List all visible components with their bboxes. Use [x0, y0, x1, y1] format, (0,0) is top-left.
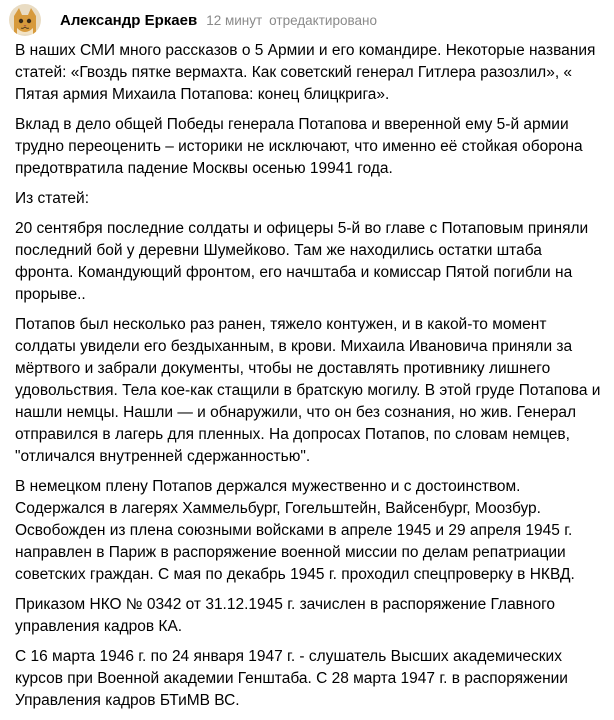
comment-time: 12 минут	[206, 12, 263, 28]
comment-header	[9, 5, 606, 35]
comment-paragraph: С 16 марта 1946 г. по 24 января 1947 г. - слушатель Высших академических курсов при Военной академии Генштаба. С 28 марта 1947 г. в распоряжении Управления кадров БТиМВ ВС.	[15, 648, 568, 709]
comment-body	[15, 40, 602, 720]
comment-paragraph: В немецком плену Потапов держался мужественно и с достоинством. Содержался в лагерях Хаммельбург, Гогельштейн, Вайсенбург, Моозбур. Освобожден из плена союзными войсками в апреле 1945 и 29 апреля 1945 г. направлен в Париж в распоряжение военной миссии по делам репатриации советских граждан. С мая по декабрь 1945 г. проходил спецпроверку в НКВД.	[15, 478, 575, 583]
comment-paragraph: Потапов был несколько раз ранен, тяжело контужен, и в какой-то момент солдаты увидели его бездыханным, в крови. Михаила Ивановича приняли за мёртвого и забрали документы, чтобы не доставлять противнику лишнего удовольствия. Тела кое-как стащили в братскую могилу. В этой груде Потапова и нашли немцы. Нашли — и обнаружили, что он без сознания, но жив. Генерал отправился в лагерь для пленных. На допросах Потапов, по словам немцев, "отличался внутренней сдержанностью".	[15, 316, 601, 465]
comment-meta	[206, 13, 377, 28]
author-name[interactable]: Александр Еркаев	[60, 11, 198, 29]
comment-paragraph: Приказом НКО № 0342 от 31.12.1945 г. зачислен в распоряжение Главного управления кадров КА.	[15, 596, 556, 635]
avatar[interactable]	[9, 4, 41, 36]
edited-label: отредактировано	[269, 12, 377, 28]
comment-paragraph: 20 сентября последние солдаты и офицеры 5-й во главе с Потаповым приняли последний бой у деревни Шумейково. Там же находились остатки штаба фронта. Командующий фронтом, его начштаба и комиссар Пятой погибли на прорыве..	[15, 220, 589, 303]
comment-paragraph: В наших СМИ много рассказов о 5 Армии и его командире. Некоторые названия статей: «Гвоздь пятке вермахта. Как советский генерал Гитлера разозлил», « Пятая армия Михаила Потапова: конец блицкрига».	[15, 42, 596, 103]
comment-paragraph: Из статей:	[15, 190, 90, 207]
cat-face-avatar-icon	[9, 4, 41, 36]
comment-paragraph: Вклад в дело общей Победы генерала Потапова и вверенной ему 5-й армии трудно переоценить – историки не исключают, что именно её стойкая оборона предотвратила падение Москвы осенью 19941 года.	[15, 116, 583, 177]
